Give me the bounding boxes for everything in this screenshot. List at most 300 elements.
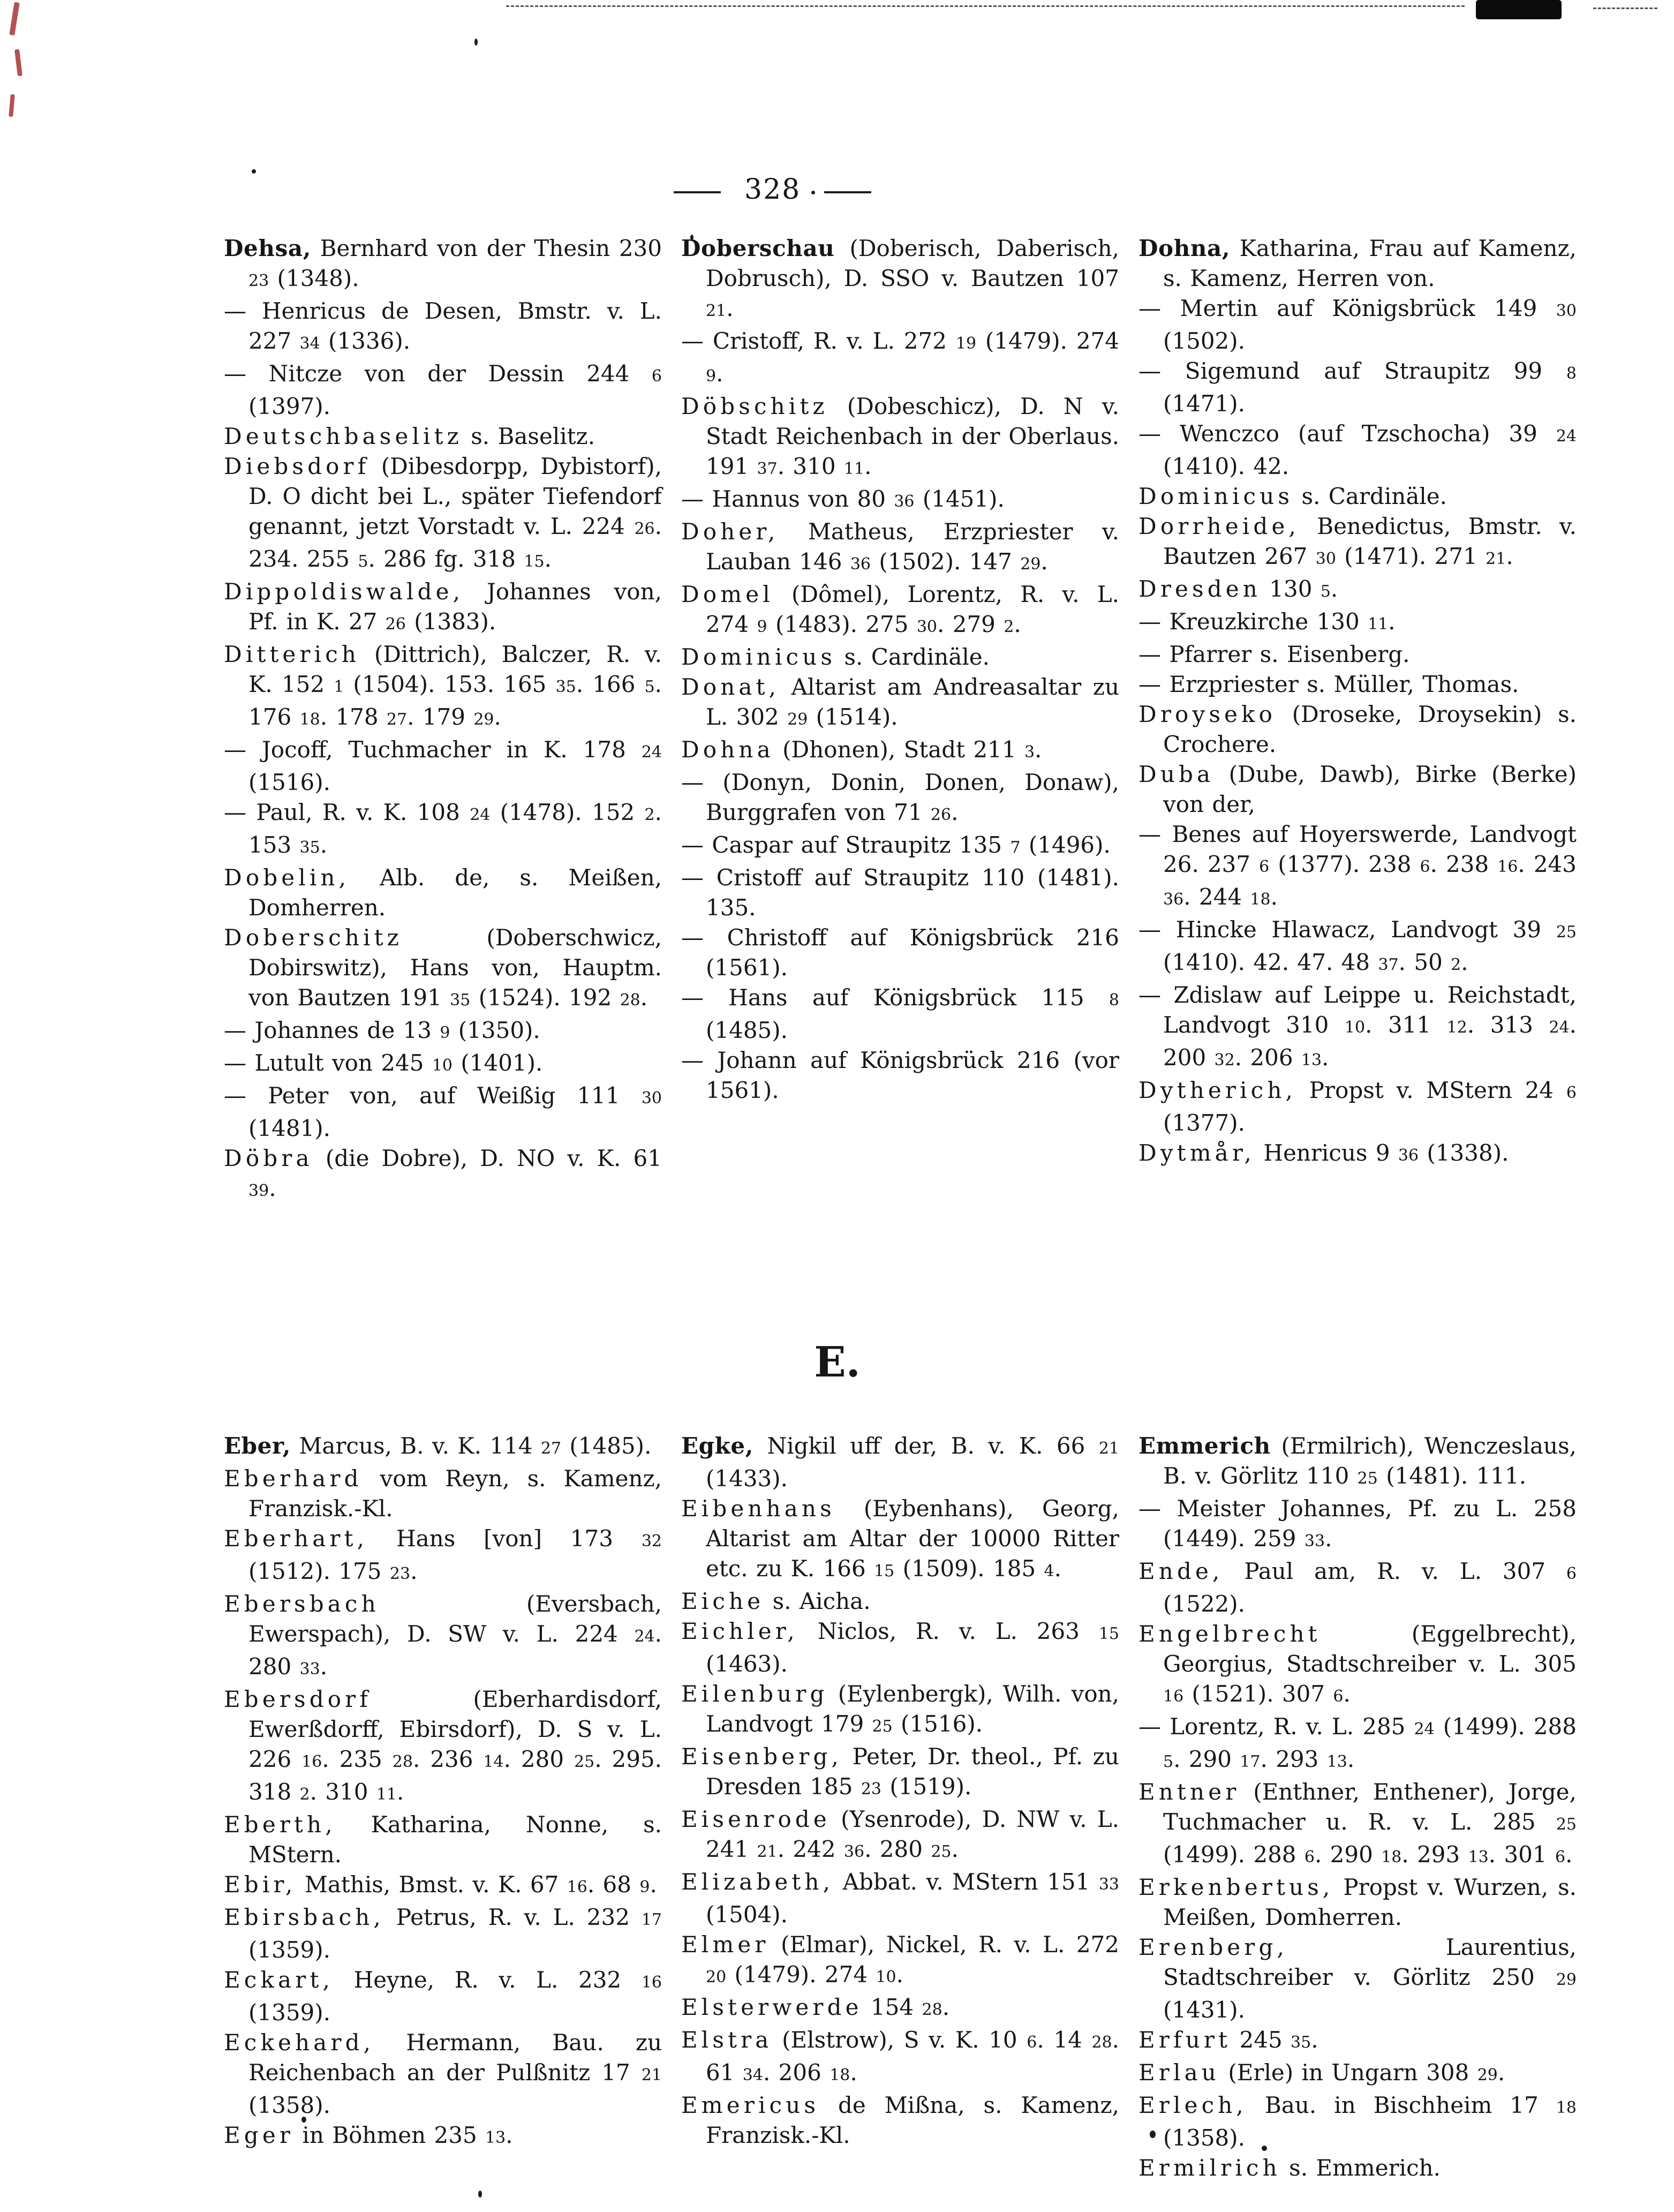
- line-number: 5: [1163, 1752, 1174, 1771]
- entry-headword: Erenberg,: [1138, 1934, 1288, 1960]
- entry-text: (1521). 307: [1183, 1681, 1333, 1707]
- entry-text: . 238: [1430, 851, 1498, 877]
- index-entry: [681, 735, 1119, 768]
- index-entry: [1138, 511, 1577, 574]
- entry-text: (1514).: [808, 704, 898, 730]
- entry-text: (1410). 42.: [1163, 453, 1290, 479]
- entry-text: (1471). 271: [1336, 543, 1486, 569]
- entry-text: (1377).: [1163, 1110, 1246, 1136]
- line-number: 1: [334, 678, 344, 696]
- index-entry: — Mertin auf Königsbrück 149 30 (1502).: [1138, 295, 1577, 354]
- line-number: 18: [830, 2066, 850, 2085]
- index-entry: [681, 1742, 1119, 1804]
- index-column: [681, 1431, 1119, 2150]
- entry-text: Jocoff, Tuchmacher in K. 178: [261, 736, 642, 763]
- entry-text: Abbat. v. MStern 151: [842, 1869, 1099, 1895]
- entry-headword: Diebsdorf: [224, 453, 370, 479]
- entry-text: (1522).: [1163, 1591, 1246, 1617]
- entry-text: . 290: [1173, 1746, 1240, 1772]
- entry-text: (1504). 153. 165: [344, 671, 556, 697]
- line-number: 36: [1398, 1146, 1419, 1165]
- page-header: [674, 176, 871, 204]
- entry-headword: Eiche: [681, 1588, 765, 1614]
- entry-text: Meister Johannes, Pf. zu L. 258 (1449). 259: [1163, 1495, 1577, 1552]
- entry-headword: Elizabeth,: [681, 1869, 834, 1895]
- entry-headword: Doberschitz: [224, 924, 403, 951]
- entry-text: (1358).: [248, 2092, 331, 2118]
- entry-text: (1383).: [405, 608, 496, 635]
- index-entry: [681, 1431, 1119, 1494]
- line-number: 35: [299, 838, 320, 857]
- index-entry: — (Donyn, Donin, Donen, Donaw), Burggrafen von 71 26.: [681, 769, 1119, 825]
- scan-artifact-speck-8: [478, 2191, 482, 2198]
- entry-headword: Doher,: [681, 518, 779, 545]
- line-number: 34: [742, 2066, 763, 2085]
- entry-text: . 178: [320, 704, 387, 730]
- line-number: 6: [1259, 857, 1270, 876]
- entry-text: (Elstrow), S v. K. 10: [782, 2027, 1027, 2053]
- index-entry: [681, 1616, 1119, 1679]
- entry-text: (Enthner, Enthener), Jorge, Tuchmacher u. R. v. L. 285: [1163, 1779, 1577, 1835]
- entry-text: (1496).: [1020, 832, 1111, 858]
- entry-text: .: [494, 704, 501, 730]
- header-rule-left: [674, 191, 721, 193]
- line-number: 24: [1549, 1018, 1570, 1037]
- entry-headword: Egke,: [681, 1433, 753, 1459]
- scan-artifact-red-mark-1: [9, 2, 20, 36]
- index-entry: [1138, 234, 1577, 294]
- index-entry: [224, 1464, 662, 1524]
- line-number: 19: [955, 334, 977, 353]
- line-number: 36: [1163, 890, 1184, 909]
- index-entry: [224, 1431, 662, 1464]
- entry-text: . 176: [248, 671, 662, 730]
- entry-text: Peter, Dr. theol., Pf. zu Dresden 185: [706, 1743, 1119, 1800]
- line-number: 16: [1163, 1687, 1184, 1706]
- line-number: 2: [1004, 618, 1014, 636]
- entry-headword: Erlau: [1138, 2059, 1220, 2086]
- entry-headword: Eisenrode: [681, 1806, 831, 1832]
- line-number: 3: [1024, 743, 1035, 762]
- entry-text: (1397).: [248, 393, 331, 419]
- entry-text: Henricus de Desen, Bmstr. v. L. 227: [248, 298, 662, 354]
- index-entry: [224, 577, 662, 639]
- entry-headword: Döbschitz: [681, 393, 828, 419]
- index-entry: — Zdislaw auf Leippe u. Reichstadt, Landvogt 310 10. 311 12. 313 24. 200 32. 206 13.: [1138, 982, 1577, 1071]
- index-entry: — Hans auf Königsbrück 115 8 (1485).: [681, 984, 1119, 1043]
- entry-text: (Ermilrich), Wenczeslaus, B. v. Görlitz 110: [1163, 1433, 1577, 1489]
- index-entry: [224, 234, 662, 296]
- line-number: 33: [1098, 1875, 1119, 1894]
- index-entry: [681, 234, 1119, 326]
- scan-artifact-speck-1: [252, 169, 256, 174]
- index-column: [224, 234, 662, 1206]
- entry-text: . 243: [1518, 851, 1577, 877]
- line-number: 20: [706, 1968, 727, 1987]
- entry-headword: Eberhard: [224, 1465, 363, 1492]
- scan-artifact-speck-4: [474, 39, 478, 46]
- entry-text: Propst v. Wurzen, s. Meißen, Domherren.: [1163, 1874, 1577, 1930]
- entry-headword: Dohna,: [1138, 235, 1231, 261]
- line-number: 16: [301, 1752, 322, 1771]
- entry-text: .: [1347, 1746, 1355, 1772]
- scan-artifact-red-mark-2: [14, 49, 22, 77]
- index-entry: [224, 1524, 662, 1589]
- page-number: 328: [744, 174, 801, 206]
- entry-text: .: [269, 1175, 276, 1201]
- entry-text: . 206: [763, 2059, 830, 2086]
- index-entry: [224, 1870, 662, 1902]
- entry-text: .: [640, 984, 648, 1011]
- line-number: 6: [1555, 1848, 1566, 1867]
- entry-text: s. Cardinäle.: [1301, 483, 1447, 509]
- entry-headword: Dytmår,: [1138, 1140, 1255, 1166]
- entry-text: Sigemund auf Straupitz 99: [1185, 358, 1566, 384]
- entry-text: (1524). 192: [470, 984, 620, 1011]
- entry-text: . 290: [1314, 1841, 1382, 1868]
- index-entry: [1138, 2090, 1577, 2153]
- entry-text: (die Dobre), D. NO v. K. 61: [325, 1145, 662, 1171]
- entry-headword: Donat,: [681, 674, 780, 700]
- line-number: 29: [787, 710, 808, 729]
- line-number: 28: [392, 1752, 413, 1771]
- entry-headword: Erlech,: [1138, 2092, 1247, 2118]
- entry-text: (Dube, Dawb), Birke (Berke) von der,: [1163, 761, 1577, 817]
- line-number: 16: [567, 1878, 587, 1897]
- line-number: 16: [1497, 857, 1518, 876]
- entry-text: (Eylenbergk), Wilh. von, Landvogt 179: [706, 1681, 1120, 1737]
- index-entry: [681, 1992, 1119, 2025]
- entry-text: (Erle) in Ungarn 308: [1228, 2059, 1477, 2086]
- index-entry: [224, 639, 662, 735]
- entry-text: . 280: [503, 1746, 574, 1772]
- entry-text: (1463).: [706, 1651, 788, 1677]
- entry-text: (1401).: [453, 1050, 543, 1076]
- index-entry: [1138, 1431, 1577, 1494]
- line-number: 39: [248, 1182, 269, 1200]
- entry-headword: Dippoldiswalde,: [224, 578, 464, 605]
- entry-text: Henricus 9: [1263, 1140, 1398, 1166]
- line-number: 37: [1378, 955, 1399, 974]
- line-number: 29: [1556, 1970, 1577, 1989]
- line-number: 26: [385, 615, 406, 634]
- line-number: 29: [473, 710, 494, 729]
- line-number: 30: [916, 618, 938, 636]
- index-entry: [681, 2025, 1119, 2090]
- index-entry: [224, 422, 662, 452]
- line-number: 24: [1414, 1720, 1435, 1739]
- entry-headword: Eibenhans: [681, 1495, 835, 1522]
- index-entry: [1138, 699, 1577, 759]
- entry-text: .: [410, 1558, 418, 1584]
- index-entry: [224, 2028, 662, 2120]
- entry-text: . 301: [1488, 1841, 1555, 1868]
- line-number: 15: [1098, 1624, 1119, 1643]
- index-entry: [224, 1684, 662, 1810]
- line-number: 11: [1368, 615, 1389, 634]
- entry-text: Paul am, R. v. L. 307: [1244, 1558, 1566, 1584]
- index-entry: [681, 580, 1119, 642]
- entry-text: .: [726, 295, 734, 321]
- index-entry: [681, 1679, 1119, 1742]
- line-number: 12: [1446, 1018, 1467, 1037]
- index-entry: — Hincke Hlawacz, Landvogt 39 25 (1410). 42. 47. 48 37. 50 2.: [1138, 916, 1577, 975]
- entry-text: .: [1322, 1044, 1329, 1071]
- entry-headword: Eberth,: [224, 1811, 336, 1838]
- entry-headword: Eber,: [224, 1433, 291, 1459]
- line-number: 26: [634, 520, 655, 538]
- entry-text: Hermann, Bau. zu Reichenbach an der Pulßnitz 17: [248, 2029, 662, 2086]
- entry-headword: Emmerich: [1138, 1433, 1271, 1459]
- entry-text: Matheus, Erzpriester v. Lauban 146: [706, 518, 1119, 575]
- index-entry: — Erzpriester s. Müller, Thomas.: [1138, 671, 1519, 697]
- column-row: [224, 1431, 1577, 2183]
- entry-text: Nitcze von der Dessin 244: [268, 360, 652, 387]
- index-entry: — Pfarrer s. Eisenberg.: [1138, 641, 1410, 667]
- entry-text: Heyne, R. v. L. 232: [353, 1967, 642, 1993]
- line-number: 5: [1320, 582, 1331, 601]
- line-number: 17: [641, 1910, 662, 1929]
- entry-text: . 179: [407, 704, 474, 730]
- entry-text: Mathis, Bmst. v. K. 67: [304, 1871, 567, 1898]
- entry-text: Benedictus, Bmstr. v. Bautzen 267: [1163, 513, 1577, 569]
- entry-text: Johann auf Königsbrück 216 (vor 1561).: [706, 1047, 1120, 1103]
- entry-text: (1499). 288: [1434, 1713, 1577, 1740]
- line-number: 9: [639, 1878, 650, 1897]
- line-number: 11: [376, 1785, 397, 1804]
- entry-text: (1499). 288: [1163, 1841, 1304, 1868]
- line-number: 13: [1301, 1051, 1322, 1070]
- entry-text: . 61: [706, 2027, 1119, 2086]
- line-number: 21: [641, 2066, 662, 2085]
- index-entry: — Sigemund auf Straupitz 99 8 (1471).: [1138, 358, 1577, 417]
- entry-text: .: [1461, 949, 1468, 975]
- entry-headword: Dytherich,: [1138, 1077, 1297, 1103]
- index-entry: [681, 2090, 1119, 2150]
- line-number: 21: [1486, 550, 1506, 568]
- entry-headword: Eisenberg,: [681, 1743, 843, 1770]
- entry-text: 154: [870, 1994, 922, 2020]
- entry-text: . 14: [1037, 2027, 1092, 2053]
- line-number: 7: [1010, 838, 1021, 857]
- index-entry: [1138, 1556, 1577, 1619]
- entry-text: Pfarrer s. Eisenberg.: [1169, 641, 1410, 667]
- entry-text: .: [716, 360, 723, 387]
- entry-text: . 166: [576, 671, 645, 697]
- entry-text: Marcus, B. v. K. 114: [299, 1433, 541, 1459]
- index-entry: — Johannes de 13 9 (1350).: [224, 1017, 540, 1043]
- index-entry: [224, 1589, 662, 1684]
- index-entry: [1138, 1138, 1577, 1171]
- index-entry: [1138, 1075, 1577, 1138]
- entry-text: (Dômel), Lorentz, R. v. L. 274: [706, 581, 1119, 637]
- entry-text: (Dittrich), Balczer, R. v. K. 152: [248, 641, 662, 697]
- entry-text: (Doberisch, Daberisch, Dobrusch), D. SSO v. Bautzen 107: [706, 235, 1119, 291]
- entry-headword: Emericus: [681, 2092, 820, 2118]
- entry-text: Zdislaw auf Leippe u. Reichstadt, Landvogt 310: [1163, 982, 1577, 1038]
- index-entry: — Benes auf Hoyerswerde, Landvogt 26. 237 6 (1377). 238 6. 238 16. 243 36. 244 18.: [1138, 821, 1577, 910]
- entry-text: (1431).: [1163, 1997, 1246, 2023]
- entry-text: .: [1565, 1841, 1573, 1868]
- index-entry: [224, 1143, 662, 1206]
- index-entry: — Johann auf Königsbrück 216 (vor 1561).: [681, 1047, 1120, 1103]
- entry-text: (Elmar), Nickel, R. v. L. 272: [781, 1931, 1119, 1958]
- entry-headword: Eichler,: [681, 1618, 798, 1644]
- entry-text: (1377). 238: [1269, 851, 1420, 877]
- line-number: 35: [555, 678, 576, 696]
- index-entry: [681, 517, 1119, 580]
- entry-text: Niclos, R. v. L. 263: [817, 1618, 1099, 1644]
- entry-text: Altarist am Andreasaltar zu L. 302: [706, 674, 1119, 730]
- entry-text: .: [850, 2059, 857, 2086]
- line-number: 6: [651, 367, 662, 386]
- entry-text: in Böhmen 235: [302, 2122, 486, 2148]
- line-number: 9: [757, 618, 767, 636]
- entry-text: Hannus von 80: [712, 486, 894, 512]
- entry-text: .: [896, 1961, 903, 1988]
- entry-headword: Entner: [1138, 1779, 1240, 1805]
- entry-headword: Dohna: [681, 736, 774, 763]
- entry-headword: Dorrheide,: [1138, 513, 1300, 539]
- entry-text: .: [1497, 2059, 1505, 2086]
- index-entry: — Lutult von 245 10 (1401).: [224, 1050, 543, 1076]
- line-number: 36: [850, 555, 871, 574]
- line-number: 6: [1566, 1084, 1577, 1102]
- entry-text: Johannes von, Pf. in K. 27: [248, 578, 662, 635]
- line-number: 2: [644, 806, 655, 824]
- index-column: [224, 1431, 662, 2153]
- index-entry: — Christoff auf Königsbrück 216 (1561).: [681, 924, 1119, 981]
- index-entry: — Peter von, auf Weißig 111 30 (1481).: [224, 1082, 662, 1141]
- line-number: 21: [706, 302, 727, 320]
- line-number: 27: [386, 710, 408, 729]
- entry-text: Bau. in Bischheim 17: [1264, 2092, 1556, 2118]
- entry-text: Hans auf Königsbrück 115: [728, 984, 1109, 1011]
- index-entry: — Lorentz, R. v. L. 285 24 (1499). 288 5. 290 17. 293 13.: [1138, 1713, 1577, 1772]
- entry-text: (1502).: [1163, 328, 1246, 354]
- entry-text: . 242: [777, 1836, 844, 1862]
- entry-text: .: [1388, 608, 1396, 635]
- entry-text: . 68: [587, 1871, 640, 1898]
- index-entry: [224, 1902, 662, 1965]
- line-number: 4: [1044, 1562, 1054, 1581]
- line-number: 6: [1304, 1848, 1315, 1867]
- entry-text: Paul, R. v. K. 108: [256, 799, 470, 825]
- entry-text: . 310: [310, 1779, 376, 1805]
- entry-text: . 293: [1260, 1746, 1327, 1772]
- entry-text: Christoff auf Königsbrück 216 (1561).: [706, 924, 1119, 981]
- index-entry: — Jocoff, Tuchmacher in K. 178 24 (1516).: [224, 736, 662, 795]
- line-number: 10: [432, 1056, 453, 1075]
- entry-headword: Dominicus: [681, 644, 836, 670]
- line-number: 21: [1098, 1439, 1120, 1458]
- entry-text: (1350).: [450, 1017, 540, 1043]
- entry-text: (1348).: [269, 265, 359, 291]
- entry-text: . 286 fg. 318: [368, 546, 524, 572]
- line-number: 29: [1477, 2066, 1498, 2085]
- entry-headword: Ebersbach: [224, 1591, 380, 1617]
- index-entry: [681, 642, 1119, 672]
- entry-text: (1479). 274: [976, 328, 1119, 354]
- entry-text: (1483). 275: [767, 611, 917, 637]
- line-number: 37: [757, 460, 778, 478]
- entry-text: Lorentz, R. v. L. 285: [1170, 1713, 1414, 1740]
- index-entry: [224, 1810, 662, 1870]
- entry-text: . 244: [1183, 884, 1250, 910]
- entry-text: vom Reyn, s. Kamenz, Franzisk.-Kl.: [248, 1465, 662, 1522]
- entry-headword: Dominicus: [1138, 483, 1294, 509]
- entry-headword: Domel: [681, 581, 774, 607]
- entry-headword: Ermilrich: [1138, 2155, 1281, 2181]
- line-number: 13: [485, 2128, 506, 2147]
- entry-text: (1471).: [1163, 390, 1246, 417]
- index-entry: — Kreuzkirche 130 11.: [1138, 608, 1396, 635]
- entry-text: .: [1014, 611, 1021, 637]
- line-number: 23: [389, 1564, 411, 1583]
- entry-text: Caspar auf Straupitz 135: [712, 832, 1011, 858]
- index-entry: — Hannus von 80 36 (1451).: [681, 486, 1005, 512]
- index-column: [1138, 1431, 1577, 2183]
- index-entry: [681, 1930, 1119, 1992]
- entry-text: Wenczco (auf Tzschocha) 39: [1179, 420, 1556, 447]
- entry-headword: Dehsa,: [224, 235, 311, 261]
- entry-text: . 153: [248, 799, 662, 858]
- entry-text: Katharina, Nonne, s. MStern.: [248, 1811, 662, 1868]
- index-entry: [224, 863, 662, 923]
- entry-text: de Mißna, s. Kamenz, Franzisk.-Kl.: [706, 2092, 1119, 2148]
- line-number: 9: [440, 1024, 450, 1042]
- entry-headword: Duba: [1138, 761, 1215, 787]
- entry-text: .: [320, 1653, 328, 1680]
- entry-text: .: [320, 832, 328, 858]
- line-number: 18: [1556, 2098, 1577, 2117]
- index-entry: — Paul, R. v. K. 108 24 (1478). 152 2. 153 35.: [224, 799, 662, 858]
- entry-text: Lutult von 245: [254, 1050, 432, 1076]
- entry-headword: Eckart,: [224, 1967, 334, 1993]
- entry-text: (Dhonen), Stadt 211: [782, 736, 1024, 763]
- entry-headword: Eckehard,: [224, 2029, 375, 2056]
- entry-text: (Ysenrode), D. NW v. L. 241: [706, 1806, 1119, 1862]
- entry-text: . 313: [1467, 1012, 1549, 1038]
- entry-text: Propst v. MStern 24: [1309, 1077, 1566, 1103]
- index-entry: [681, 1804, 1119, 1867]
- entry-text: (1504).: [706, 1901, 788, 1928]
- entry-text: (Droseke, Droysekin) s. Crochere.: [1163, 701, 1577, 757]
- entry-text: 130: [1269, 576, 1321, 602]
- index-entry: [1138, 481, 1577, 511]
- entry-text: Erzpriester s. Müller, Thomas.: [1169, 671, 1519, 697]
- entry-text: Katharina, Frau auf Kamenz, s. Kamenz, Herren von.: [1163, 235, 1577, 291]
- line-number: 32: [641, 1532, 662, 1551]
- entry-text: Kreuzkirche 130: [1169, 608, 1368, 635]
- entry-text: .: [1035, 736, 1042, 763]
- line-number: 29: [1020, 555, 1041, 574]
- line-number: 24: [470, 806, 491, 824]
- entry-text: . 236: [412, 1746, 484, 1772]
- entry-text: Johannes de 13: [254, 1017, 440, 1043]
- index-entry: [1138, 574, 1577, 607]
- entry-headword: Doberschau: [681, 235, 835, 261]
- index-entry: [224, 2120, 662, 2153]
- entry-headword: Eger: [224, 2122, 295, 2148]
- entry-text: . 310: [777, 453, 844, 479]
- entry-text: Nigkil uff der, B. v. K. 66: [767, 1433, 1099, 1459]
- entry-headword: Dobelin,: [224, 864, 350, 891]
- entry-text: Peter von, auf Weißig 111: [268, 1082, 642, 1109]
- index-entry: [224, 1965, 662, 2028]
- line-number: 25: [1556, 1815, 1577, 1834]
- entry-headword: Erkenbertus,: [1138, 1874, 1334, 1900]
